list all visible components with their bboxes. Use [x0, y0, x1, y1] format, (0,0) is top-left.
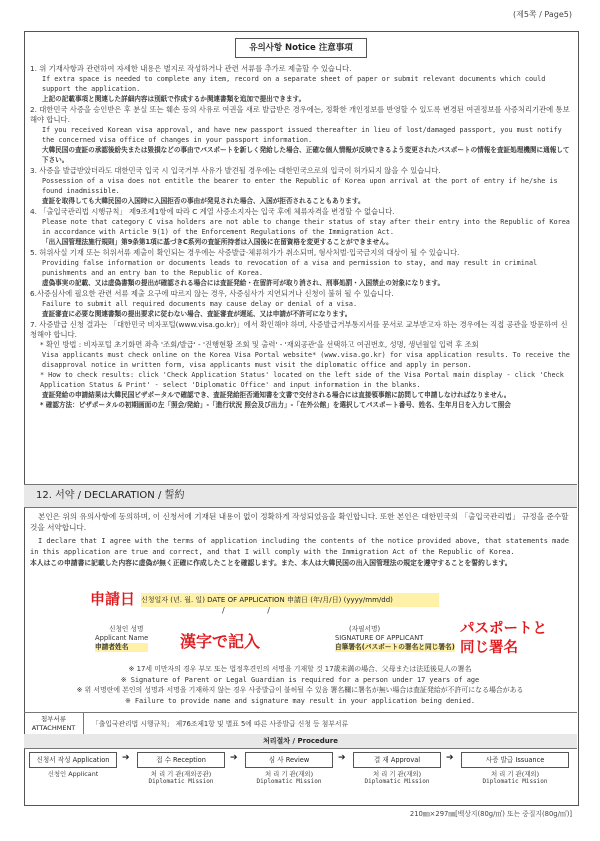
notice-item-en: Failure to submit all required documents may cause delay or denial of a visa.	[42, 300, 358, 308]
procedure-arrow: ➔	[446, 753, 454, 763]
attachment-row	[24, 712, 577, 736]
caption-en: Diplomatic Mission	[364, 778, 430, 785]
notice-bullet: * 確認方法：ビザポータルの初期画面の左「照会/発給」-「進行状況 照会及び出力」-「在外公館」を選択してパスポート番号、姓名、生年月日を入力して照会	[40, 401, 511, 409]
paper-spec-footer: 210㎜×297㎜[백상지(80g/㎡) 또는 중질지(80g/㎡)]	[409, 810, 572, 818]
notice-bullet: * How to check results: click 'Check Application Status' located on the left side of the Visa Portal main display - click 'Check Application Status & Print' - select 'Diplomatic Office' and input information in the blanks.	[40, 371, 564, 389]
notice-item-ko: 2. 대한민국 사증을 승인받은 후 분실 또는 훼손 등의 사유로 여권을 새로 발급받은 경우에는, 정확한 개인정보를 반영할 수 있도록 변경된 여권정보를 사증처리기관에 통보해야 합니다.	[30, 105, 570, 124]
notice-item-1	[30, 64, 570, 104]
procedure-step-approval: 결 재 Approval	[353, 752, 441, 768]
caption-ko: 처 리 기 관(재외공관)	[150, 770, 212, 778]
notice-item-ja: 上記の記載事項と関連した詳細内容は別紙で作成するか関連書類を追加で提出できます。	[42, 95, 306, 103]
notice-item-ja: 「出入国管理法施行規則」第9条第1項に基づきC系列の査証所持者は入国後に在留資格を変更することができません。	[42, 238, 393, 246]
procedure-step-application: 신청서 작성 Application	[29, 752, 117, 768]
applicant-name-field[interactable]	[95, 625, 148, 652]
procedure-step-reception: 접 수 Reception	[137, 752, 225, 768]
declaration-en: I declare that I agree with the terms of application including the contents of the notice provided above, that statements made in this application are true and correct, and that I will comply with the Immigration Act of the Republic of Korea.	[30, 537, 570, 556]
notice-section	[30, 64, 570, 411]
attachment-header-ko: 첨부서류	[40, 715, 67, 723]
caption-ko: 처 리 기 관(재외)	[490, 770, 540, 778]
notice-item-ko: 5. 허위사실 기재 또는 허위서류 제출이 확인되는 경우에는 사증발급·체류허가가 취소되며, 형사처벌·입국금지의 대상이 될 수 있습니다.	[30, 248, 460, 257]
notice-item-7	[30, 320, 570, 410]
procedure-arrow: ➔	[338, 753, 346, 763]
notice-item-5	[30, 248, 570, 288]
declaration-ja: 本人はこの申請書に記載した内容に虚偽が無く正確に作成したことを確認します。また、本人は大韓民国の出入国管理法の規定を遵守することを誓約します。	[30, 559, 512, 567]
notice-item-en: Providing false information or documents leads to revocation of a visa and permission to stay, and may result in criminal punishments and an entry ban to the Republic of Korea.	[42, 259, 538, 277]
note-guardian-ko: ※ 17세 미만자의 경우 부모 또는 법정후견인의 서명을 기재할 것 17歳未満の場合、父母または法廷後見人の署名	[128, 665, 472, 673]
procedure-caption-review	[245, 770, 333, 786]
signature-label-ko: (자필서명)	[349, 625, 381, 633]
signature-label-en: SIGNATURE OF APPLICANT	[335, 634, 424, 642]
notice-item-ko: 4. 「출입국관리법 시행규칙」 제9조제1항에 따라 C 계열 사증소지자는 입국 후에 체류자격을 변경할 수 없습니다.	[30, 207, 395, 216]
signature-handwritten-note	[460, 620, 547, 658]
notice-item-2	[30, 105, 570, 165]
date-handwritten-note: 申請日	[90, 590, 136, 608]
caption-en: Diplomatic Mission	[148, 778, 214, 785]
signature-field[interactable]	[335, 625, 455, 652]
procedure-caption-applicant	[29, 770, 117, 778]
notice-item-en: Possession of a visa does not entitle the bearer to enter the Republic of Korea upon arrival at the port of entry if he/she is found inadmissible.	[42, 177, 558, 195]
signature-notes	[30, 664, 570, 706]
notice-item-ja: 大韓民国の査証の承認後紛失または毀損などの事由でパスポートを新しく発給した場合、正確な個人情報が反映できるよう変更されたパスポートの情報を査証処理機関に通報して下さい。	[42, 146, 570, 164]
attachment-body: 「출입국관리법 시행규칙」 제76조제1항 및 별표 5에 따른 사증발급 신청 등 첨부서류	[92, 720, 349, 728]
name-handwritten-note: 漢字で記入	[180, 632, 261, 651]
caption-ko: 처 리 기 관(재외)	[264, 770, 314, 778]
procedure-step-issuance: 사증 발급 Issuance	[461, 752, 569, 768]
notice-item-ko: 7. 사증발급 신청 결과는 「대한민국 비자포털(www.visa.go.kr)」에서 확인해야 하며, 사증발급거부통지서를 문서로 교부받고자 하는 경우에는 직접 공관을 방문하여 신청해야 합니다.	[30, 320, 568, 339]
notice-item-4	[30, 207, 570, 247]
attachment-header-en: ATTACHMENT	[31, 724, 76, 732]
notice-item-ja: 査証審査に必要な関連書類の提出要求に従わない場合、査証審査が遅延、又は申請が不許可になります。	[42, 310, 352, 318]
application-date-field[interactable]: 신청일자 (년. 월. 일) DATE OF APPLICATION 申請日 (年/月/日) (yyyy/mm/dd)	[141, 593, 439, 607]
declaration-ko: 본인은 위의 유의사항에 동의하며, 이 신청서에 기재된 내용이 없이 정확하게 작성되었음을 확인합니다. 또한 본인은 대한민국의 「출입국관리법」 규정을 준수할 것을 서약합니다.	[30, 512, 569, 532]
name-label-ja: 申請者姓名	[95, 643, 148, 652]
procedure-caption-reception	[137, 770, 225, 786]
notice-item-ko: 3. 사증을 발급받았더라도 대한민국 입국 시 입국거부 사유가 발견될 경우에는 대한민국으로의 입국이 허가되지 않을 수 있습니다.	[30, 166, 441, 175]
procedure-title: 처리절차 / Procedure	[24, 734, 577, 749]
declaration-body	[30, 511, 570, 569]
procedure-step-review: 심 사 Review	[245, 752, 333, 768]
procedure-arrow: ➔	[122, 753, 130, 763]
signature-note-line2: 同じ署名	[460, 640, 518, 656]
caption-ko: 신청인 Applicant	[47, 770, 99, 778]
notice-item-ja: 査証を取得しても大韓民国の入国時に入国拒否の事由が発見された場合、入国が拒否されることもあります。	[42, 197, 365, 205]
signature-label-ja: 自筆署名(パスポートの署名と同じ署名)	[335, 643, 455, 651]
signature-note-line1: パスポートと	[460, 621, 547, 637]
notice-item-en: Visa applicants must check online on the Korea Visa Portal website* (www.visa.go.kr) for visa application results. To receive the disapproval notice in written form, visa applicants must visit the diplomatic office and apply in person.	[42, 351, 570, 369]
notice-item-ko: 6.사증심사에 필요한 관련 서류 제출 요구에 따르지 않는 경우, 사증심사가 지연되거나 신청이 불허 될 수 있습니다.	[30, 289, 394, 298]
notice-item-6	[30, 289, 570, 319]
declaration-title: 12. 서약 / DECLARATION / 誓約	[24, 484, 577, 508]
procedure-arrow: ➔	[230, 753, 238, 763]
name-label-en: Applicant Name	[95, 634, 149, 642]
notice-item-3	[30, 166, 570, 206]
notice-item-ja: 査証発給の申請結果は大韓民国ビザポータルで確認でき、査証発給拒否通知書を文書で交付される場合には直接領事館に訪問して申請しなければなりません。	[42, 391, 511, 399]
name-label-ko: 신청인 성명	[109, 625, 144, 633]
caption-en: Diplomatic Mission	[482, 778, 548, 785]
notice-item-en: If you received Korean visa approval, and have new passport issued thereafter in lieu of lost/damaged passport, you must notify the concerned visa office of changes in your passport information.	[42, 126, 562, 144]
page-number: (제5쪽 / Page5)	[512, 10, 572, 19]
notice-item-en: Please note that category C visa holders are not able to change their status of stay after their entry into the Republic of Korea in accordance with Article 9(1) of the Enforcement Regulations of the Immigration Act.	[42, 218, 570, 236]
procedure-caption-issuance	[461, 770, 569, 786]
note-denial-en: ※ Failure to provide name and signature may result in your application being denied.	[124, 696, 476, 705]
attachment-header	[24, 713, 84, 735]
note-guardian-en: ※ Signature of Parent or Legal Guardian is required for a person under 17 years of age	[120, 675, 480, 684]
notice-bullet: * 확인 방법 : 비자포털 초기화면 좌측 '조회/발급' - '진행현황 조회 및 출력' - '재외공관'을 선택하고 여권번호, 성명, 생년월일 입력 후 조회	[40, 340, 479, 349]
notice-item-ko: 1. 위 기재사항과 관련하여 자세한 내용은 별지로 작성하거나 관련 서류를 추가로 제출할 수 있습니다.	[30, 64, 352, 73]
procedure-caption-approval	[353, 770, 441, 786]
note-denial-ko: ※ 위 서명란에 본인의 성명과 서명을 기재하지 않는 경우 사증발급이 불허될 수 있음 署名欄に署名が無い場合は査証発給が不許可になる場合がある	[76, 686, 524, 694]
notice-item-ja: 虚偽事実の記載、又は虚偽書類の提出が確認される場合には査証発給・在留許可が取り消され、刑事処罰・入国禁止の対象になります。	[42, 279, 445, 287]
notice-item-en: If extra space is needed to complete any item, record on a separate sheet of paper or submit relevant documents which could support the application.	[42, 75, 546, 93]
date-separators: / /	[222, 606, 290, 615]
caption-ko: 처 리 기 관(재외)	[372, 770, 422, 778]
caption-en: Diplomatic Mission	[256, 778, 322, 785]
notice-title: 유의사항 Notice 注意事項	[235, 38, 367, 58]
